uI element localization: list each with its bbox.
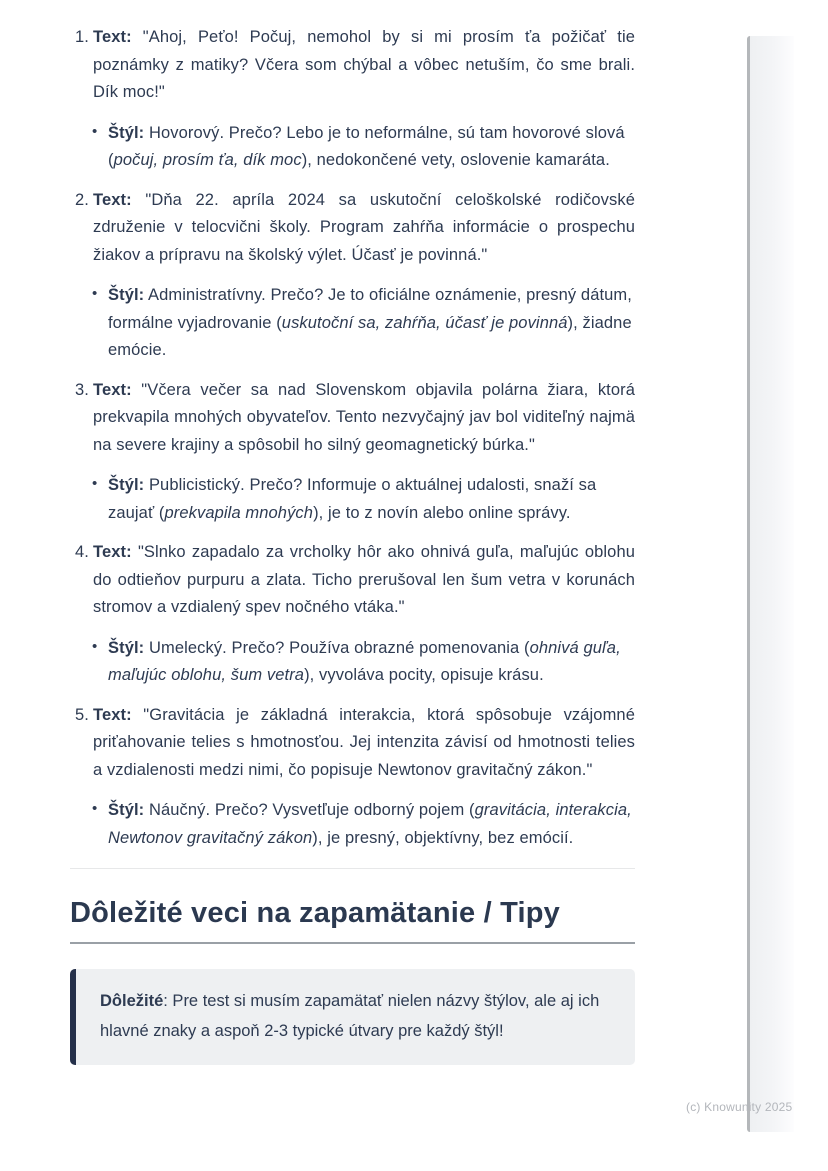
- style-examples: gravitácia, interakcia, Newtonov gravitačný zákon: [108, 801, 632, 847]
- numbered-list: [70, 24, 635, 852]
- style-paragraph: [108, 120, 635, 175]
- text-paragraph: [93, 702, 635, 785]
- text-label: Text:: [93, 28, 132, 46]
- text-label: Text:: [93, 705, 132, 724]
- list-item-number: 4.: [75, 543, 89, 561]
- style-label: Štýl:: [108, 638, 145, 657]
- list-item: [70, 377, 635, 528]
- list-item: [70, 539, 635, 690]
- text-quote: "Slnko zapadalo za vrcholky hôr ako ohnivá guľa, maľujúc oblohu do odtieňov purpuru a zlata. Ticho prerušoval len šum vetra v korunách stromov a vzdialený spev nočného vtáka.": [93, 543, 635, 616]
- callout-text: : Pre test si musím zapamätať nielen názvy štýlov, ale aj ich hlavné znaky a aspoň 2-3 typické útvary pre každý štýl!: [100, 992, 600, 1040]
- style-description-end: ), je presný, objektívny, bez emócií.: [312, 828, 574, 847]
- text-label: Text:: [93, 543, 132, 561]
- style-description-end: ), žiadne emócie.: [108, 313, 632, 359]
- style-description-end: ), je to z novín alebo online správy.: [313, 503, 571, 522]
- bullet-icon: •: [92, 122, 98, 140]
- text-quote: "Gravitácia je základná interakcia, ktorá spôsobuje vzájomné priťahovanie telies s hmotnosťou. Jej intenzita závisí od hmotnosti telies a vzdialenosti medzi nimi, čo popisuje Newtonov gravitačný zákon.": [93, 705, 635, 779]
- style-sublist: [93, 282, 635, 365]
- section-heading: Dôležité veci na zapamätanie / Tipy: [70, 896, 635, 944]
- style-bullet-item: [93, 120, 635, 175]
- bullet-icon: •: [92, 285, 98, 302]
- callout-accent-bar: [70, 969, 76, 1065]
- bullet-icon: •: [92, 637, 98, 655]
- style-description: Náučný. Prečo? Vysvetľuje odborný pojem (: [148, 801, 475, 819]
- text-paragraph: [93, 377, 635, 460]
- style-description: Administratívny. Prečo? Je to oficiálne oznámenie, presný dátum, formálne vyjadrovanie (: [108, 286, 632, 332]
- section-divider: [70, 868, 635, 869]
- text-paragraph: [93, 187, 635, 270]
- bullet-icon: •: [92, 800, 98, 817]
- style-bullet-item: [93, 472, 635, 527]
- style-description: Publicistický. Prečo? Informuje o aktuálnej udalosti, snaží sa zaujať (: [108, 476, 597, 522]
- text-label: Text:: [93, 190, 132, 209]
- style-bullet-item: [93, 635, 635, 690]
- style-label: Štýl:: [108, 801, 145, 819]
- list-item-number: 5.: [75, 705, 89, 724]
- style-bullet-item: [93, 282, 635, 365]
- style-bullet-item: [93, 797, 635, 852]
- style-description-end: ), vyvoláva pocity, opisuje krásu.: [304, 666, 544, 684]
- page-content: [70, 24, 635, 1065]
- list-item-number: 1.: [75, 28, 89, 46]
- style-label: Štýl:: [108, 123, 145, 142]
- style-description-end: ), nedokončené vety, oslovenie kamaráta.: [301, 151, 610, 169]
- style-label: Štýl:: [108, 476, 145, 494]
- list-item-number: 3.: [75, 380, 89, 399]
- style-examples: počuj, prosím ťa, dík moc: [113, 151, 302, 169]
- style-description: Hovorový. Prečo? Lebo je to neformálne, sú tam hovorové slová (: [108, 123, 625, 169]
- text-quote: "Ahoj, Peťo! Počuj, nemohol by si mi prosím ťa požičať tie poznámky z matiky? Včera som chýbal a vôbec netuším, čo sme brali. Dík moc!": [93, 28, 636, 101]
- style-paragraph: [108, 472, 635, 527]
- style-examples: prekvapila mnohých: [164, 503, 314, 522]
- list-item: [70, 702, 635, 853]
- important-callout: [70, 969, 635, 1065]
- text-paragraph: [93, 24, 635, 107]
- style-paragraph: [108, 635, 635, 690]
- text-paragraph: [93, 539, 635, 622]
- text-quote: "Dňa 22. apríla 2024 sa uskutoční celoškolské rodičovské združenie v telocvični školy. Program zahŕňa informácie o prospechu žiakov a prípravu na školský výlet. Účasť je povinná.": [93, 190, 635, 264]
- list-item-number: 2.: [75, 190, 89, 209]
- style-label: Štýl:: [108, 286, 145, 304]
- style-paragraph: [108, 282, 635, 365]
- text-label: Text:: [93, 380, 132, 399]
- style-examples: ohnivá guľa, maľujúc oblohu, šum vetra: [108, 638, 621, 684]
- style-sublist: [93, 472, 635, 527]
- adjacent-page-edge: [747, 36, 794, 1132]
- style-sublist: [93, 797, 635, 852]
- style-sublist: [93, 120, 635, 175]
- style-paragraph: [108, 797, 635, 852]
- callout-label: Dôležité: [100, 992, 164, 1010]
- style-description: Umelecký. Prečo? Používa obrazné pomenovania (: [148, 638, 530, 657]
- list-item: [70, 24, 635, 175]
- style-examples: uskutoční sa, zahŕňa, účasť je povinná: [281, 313, 568, 332]
- style-sublist: [93, 635, 635, 690]
- bullet-icon: •: [92, 475, 98, 492]
- copyright-watermark: (c) Knowunity 2025: [686, 1100, 793, 1114]
- text-quote: "Včera večer sa nad Slovenskom objavila polárna žiara, ktorá prekvapila mnohých obyvateľov. Tento nezvyčajný jav bol viditeľný najmä na severe krajiny a spôsobil ho silný geomagnetický búrka.": [93, 380, 636, 454]
- list-item: [70, 187, 635, 365]
